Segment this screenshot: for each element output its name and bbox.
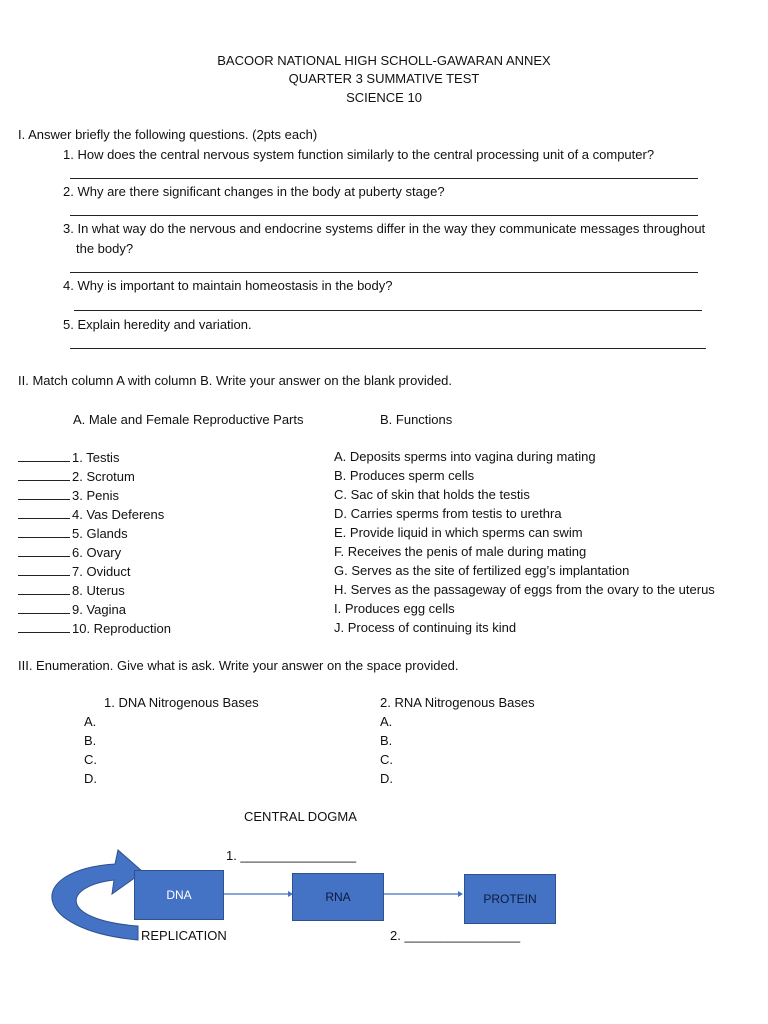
- answer-blank[interactable]: [18, 506, 70, 519]
- answer-line-2[interactable]: [70, 215, 698, 216]
- replication-arrow-icon: [52, 850, 143, 940]
- question-4: 4. Why is important to maintain homeostasis in the body?: [63, 278, 393, 293]
- dna-bases-header: 1. DNA Nitrogenous Bases: [104, 695, 259, 710]
- test-title: QUARTER 3 SUMMATIVE TEST: [288, 71, 480, 86]
- function-item: E. Provide liquid in which sperms can swim: [334, 525, 583, 540]
- dogma-diagram: [0, 830, 768, 950]
- function-item: D. Carries sperms from testis to urethra: [334, 506, 562, 521]
- rna-letter-a: A.: [380, 714, 393, 729]
- answer-blank[interactable]: [18, 620, 70, 633]
- part-item: 6. Ovary: [72, 545, 122, 560]
- answer-blank[interactable]: [18, 563, 70, 576]
- dna-letter-a: A.: [84, 714, 97, 729]
- function-item: F. Receives the penis of male during mating: [334, 544, 587, 559]
- function-item: G. Serves as the site of fertilized egg’s implantation: [334, 563, 630, 578]
- matching-row: [18, 544, 121, 560]
- answer-blank[interactable]: [18, 582, 70, 595]
- answer-blank[interactable]: [18, 487, 70, 500]
- answer-blank[interactable]: [18, 468, 70, 481]
- question-3-line-1: 3. In what way do the nervous and endocrine systems differ in the way they communicate messages throughout: [63, 221, 706, 236]
- part2-instruction: II. Match column A with column B. Write your answer on the blank provided.: [18, 373, 453, 388]
- dna-box: [134, 870, 224, 920]
- function-item: A. Deposits sperms into vagina during mating: [334, 449, 596, 464]
- part-item: 10. Reproduction: [72, 621, 172, 636]
- dna-letter-b: B.: [84, 733, 97, 748]
- part-item: 7. Oviduct: [72, 564, 131, 579]
- answer-blank[interactable]: [18, 449, 70, 462]
- part-item: 3. Penis: [72, 488, 119, 503]
- rna-letter-b: B.: [380, 733, 393, 748]
- answer-blank[interactable]: [18, 601, 70, 614]
- answer-blank[interactable]: [18, 525, 70, 538]
- part1-instruction: I. Answer briefly the following questions. (2pts each): [18, 127, 318, 142]
- question-2: 2. Why are there significant changes in the body at puberty stage?: [63, 184, 445, 199]
- answer-line-4[interactable]: [74, 310, 702, 311]
- protein-box-label: PROTEIN: [483, 892, 537, 906]
- answer-line-1[interactable]: [70, 178, 698, 179]
- answer-line-5[interactable]: [70, 348, 706, 349]
- function-item: J. Process of continuing its kind: [334, 620, 517, 635]
- rna-box: [292, 873, 384, 921]
- dogma-blank-2[interactable]: 2. ________________: [390, 928, 521, 943]
- column-a-header: A. Male and Female Reproductive Parts: [73, 412, 304, 427]
- answer-line-3[interactable]: [70, 272, 698, 273]
- matching-row: [18, 582, 125, 598]
- function-item: H. Serves as the passageway of eggs from the ovary to the uterus: [334, 582, 715, 597]
- question-5: 5. Explain heredity and variation.: [63, 317, 252, 332]
- answer-blank[interactable]: [18, 544, 70, 557]
- matching-row: [18, 468, 135, 484]
- replication-label: REPLICATION: [141, 928, 227, 943]
- function-item: I. Produces egg cells: [334, 601, 455, 616]
- matching-row: [18, 563, 131, 579]
- rna-to-protein-arrowhead-icon: [458, 891, 463, 897]
- school-name: BACOOR NATIONAL HIGH SCHOLL-GAWARAN ANNEX: [217, 53, 551, 68]
- question-1: 1. How does the central nervous system function similarly to the central processing unit of a computer?: [63, 147, 655, 162]
- part-item: 2. Scrotum: [72, 469, 135, 484]
- dogma-blank-1[interactable]: 1. ________________: [226, 848, 357, 863]
- part-item: 5. Glands: [72, 526, 128, 541]
- part-item: 8. Uterus: [72, 583, 125, 598]
- dna-letter-c: C.: [84, 752, 97, 767]
- matching-row: [18, 449, 119, 465]
- subject-title: SCIENCE 10: [346, 90, 422, 105]
- function-item: C. Sac of skin that holds the testis: [334, 487, 530, 502]
- part-item: 9. Vagina: [72, 602, 126, 617]
- matching-row: [18, 506, 164, 522]
- part-item: 1. Testis: [72, 450, 120, 465]
- question-3-line-2: the body?: [76, 241, 134, 256]
- matching-row: [18, 525, 128, 541]
- part3-instruction: III. Enumeration. Give what is ask. Write your answer on the space provided.: [18, 658, 459, 673]
- dna-box-label: DNA: [166, 888, 192, 902]
- function-item: B. Produces sperm cells: [334, 468, 475, 483]
- matching-row: [18, 487, 119, 503]
- protein-box: [464, 874, 556, 924]
- rna-bases-header: 2. RNA Nitrogenous Bases: [380, 695, 535, 710]
- dna-letter-d: D.: [84, 771, 97, 786]
- column-b-header: B. Functions: [380, 412, 453, 427]
- matching-row: [18, 620, 171, 636]
- rna-box-label: RNA: [325, 890, 351, 904]
- part-item: 4. Vas Deferens: [72, 507, 165, 522]
- rna-letter-d: D.: [380, 771, 393, 786]
- matching-row: [18, 601, 126, 617]
- rna-letter-c: C.: [380, 752, 393, 767]
- dogma-title: CENTRAL DOGMA: [244, 809, 357, 824]
